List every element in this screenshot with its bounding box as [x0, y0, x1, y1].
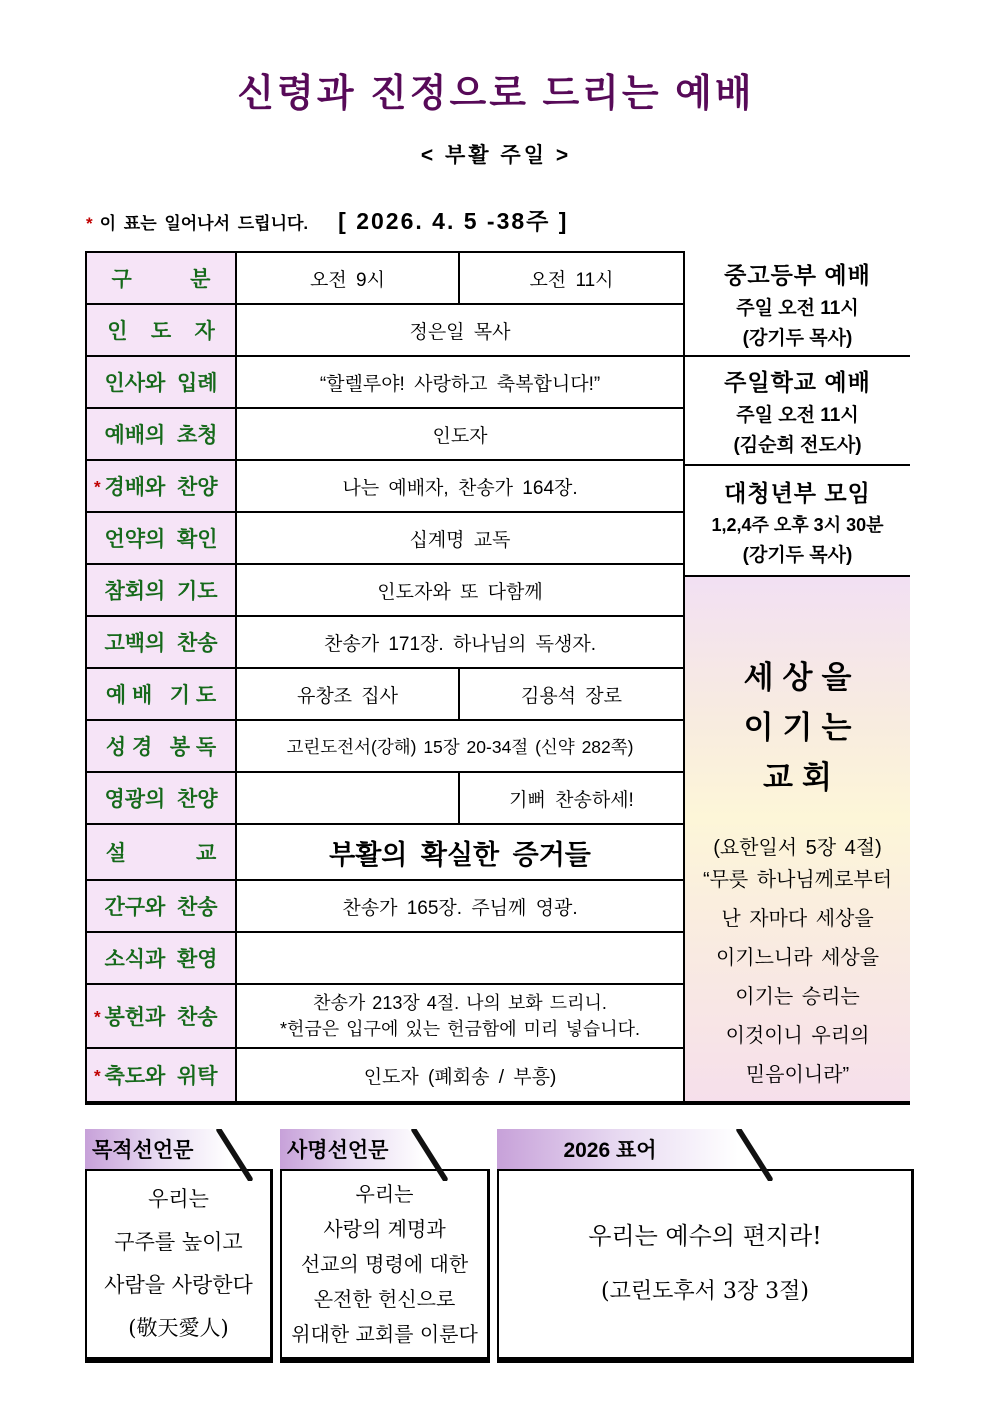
row-content: 찬송가 171장. 하나님의 독생자.: [324, 633, 596, 655]
row-label-cell: [87, 1049, 237, 1101]
stand-asterisk: *: [86, 214, 93, 233]
row-label: 봉헌과 찬송: [104, 1006, 218, 1029]
table-row: [87, 669, 683, 721]
row-content: [237, 933, 683, 983]
row-content: [237, 669, 683, 719]
row-label: 인사와 입례: [104, 372, 218, 395]
folder-tab: [85, 1129, 245, 1169]
table-row: [87, 617, 683, 669]
statement-line: 사랑의 계명과: [323, 1216, 446, 1241]
row-content: 고린도전서(강해) 15장 20-34절 (신약 282쪽): [286, 736, 634, 757]
theme-title-line: 세상을: [743, 660, 861, 695]
notice-title: 대청년부 모임: [724, 479, 871, 506]
table-row: [87, 773, 683, 825]
yearly-motto-box: [497, 1129, 914, 1363]
table-row: [87, 881, 683, 933]
notice-time: 주일 오전 11시: [736, 297, 859, 319]
page-title: 신령과 진정으로 드리는 예배: [237, 73, 755, 115]
row-label-cell: [87, 253, 237, 303]
statement-line: (敬天愛人): [128, 1316, 229, 1340]
notice-time: 1,2,4주 오후 3시 30분: [711, 514, 884, 535]
row-content: [237, 985, 683, 1047]
tab-label: 목적선언문: [92, 1139, 194, 1162]
notice-youth-service: [685, 251, 910, 357]
tab-slash-icon: [733, 1129, 773, 1181]
notice-young-adults: [685, 466, 910, 577]
row-content: 찬송가 165장. 주님께 영광.: [342, 897, 578, 919]
row-label-cell: [87, 409, 237, 459]
statement-line: 우리는: [355, 1181, 414, 1206]
verse-line: 이기는 승리는: [735, 986, 860, 1008]
notice-leader: (강기두 목사): [742, 544, 853, 566]
row-label-cell: [87, 513, 237, 563]
purpose-statement-box: [85, 1129, 273, 1363]
row-content: “할렐루야! 사랑하고 축복합니다!”: [319, 373, 601, 395]
table-row: [87, 1049, 683, 1101]
table-row: [87, 721, 683, 773]
cell-prayer-11am: 김용석 장로: [520, 685, 623, 707]
theme-title-line: 교회: [763, 760, 841, 795]
row-label: 영광의 찬양: [104, 788, 218, 811]
verse-line: 믿음이니라”: [745, 1064, 850, 1086]
row-label: 참회의 기도: [104, 580, 218, 603]
stand-asterisk: *: [94, 477, 101, 497]
notice-sunday-school: [685, 357, 910, 466]
sermon-title: 부활의 확실한 증거들: [329, 839, 591, 870]
verse-line: 난 자마다 세상을: [721, 908, 874, 930]
row-label-cell: [87, 357, 237, 407]
folder-tab: [497, 1129, 765, 1169]
row-content: 나는 예배자, 찬송가 164장.: [342, 477, 578, 499]
row-label: 구 분: [111, 268, 211, 291]
row-content: 십계명 교독: [409, 529, 511, 551]
worship-order-table: [85, 251, 685, 1105]
main-content: [85, 251, 910, 1105]
tab-slash-icon: [213, 1129, 253, 1181]
tab-label: 2026 표어: [563, 1139, 657, 1162]
verse-line: 이것이니 우리의: [725, 1025, 870, 1047]
table-row: [87, 933, 683, 985]
notice-leader: (강기두 목사): [742, 327, 853, 349]
table-row: [87, 513, 683, 565]
cell-11am: 오전 11시: [529, 269, 614, 291]
row-content: [237, 253, 683, 303]
verse-reference: (요한일서 5장 4절): [713, 837, 882, 859]
row-label-cell: [87, 773, 237, 823]
row-label-cell: [87, 461, 237, 511]
row-label: 인 도 자: [107, 320, 215, 343]
tab-label: 사명선언문: [287, 1139, 389, 1162]
table-row-sermon: [87, 825, 683, 881]
stand-asterisk: *: [94, 1007, 101, 1027]
table-row-offering: [87, 985, 683, 1049]
row-label-cell: [87, 721, 237, 771]
offering-hymn: 찬송가 213장 4절. 나의 보화 드리니.: [313, 993, 607, 1013]
statement-line: 사람을 사랑한다: [104, 1273, 253, 1297]
stand-asterisk: *: [94, 1066, 101, 1086]
row-content: 인도자와 또 다함께: [377, 581, 543, 603]
row-label: 축도와 위탁: [104, 1065, 218, 1088]
row-label-cell: [87, 881, 237, 931]
purpose-statement-body: [85, 1169, 273, 1363]
table-row: [87, 253, 683, 305]
offering-note: *헌금은 입구에 있는 헌금함에 미리 넣습니다.: [280, 1019, 640, 1039]
row-label: 언약의 확인: [104, 528, 218, 551]
sidebar-notices: [685, 251, 910, 1105]
notice-title: 중고등부 예배: [724, 261, 871, 288]
notice-title: 주일학교 예배: [724, 369, 871, 395]
statement-line: 우리는: [148, 1187, 209, 1211]
row-label: 소식과 환영: [104, 948, 218, 971]
verse-line: 이기느니라 세상을: [715, 947, 880, 969]
declaration-boxes: [85, 1129, 992, 1363]
table-row: [87, 461, 683, 513]
row-label-cell: [87, 617, 237, 667]
row-content: 인도자 (폐회송 / 부흥): [363, 1066, 557, 1088]
theme-title-line: 이기는: [743, 710, 861, 745]
table-row: [87, 565, 683, 617]
page-subtitle: < 부활 주일 >: [420, 144, 572, 167]
row-content: 정은일 목사: [409, 321, 511, 343]
folder-tab: [280, 1129, 440, 1169]
table-row: [87, 409, 683, 461]
row-label-cell: [87, 985, 237, 1047]
table-row: [87, 357, 683, 409]
row-label: 성 경 봉 독: [105, 736, 217, 759]
statement-line: 온전한 헌신으로: [313, 1286, 456, 1311]
row-label-cell: [87, 305, 237, 355]
yearly-motto-body: [497, 1169, 914, 1363]
tab-slash-icon: [408, 1129, 448, 1181]
notice-leader: (김순희 전도사): [733, 435, 862, 456]
row-label: 예배의 초청: [104, 424, 218, 447]
service-date: [ 2026. 4. 5 -38주 ]: [338, 208, 569, 234]
verse-line: “무릇 하나님께로부터: [702, 869, 893, 891]
theme-verse-box: [685, 577, 910, 1105]
row-label-cell: [87, 565, 237, 615]
motto-line: 우리는 예수의 편지라!: [588, 1222, 822, 1250]
row-content: [237, 773, 683, 823]
statement-line: 위대한 교회를 이룬다: [291, 1321, 478, 1346]
standing-note: [86, 203, 992, 236]
row-label-cell: [87, 669, 237, 719]
cell-9am: 오전 9시: [237, 253, 460, 303]
row-label-cell: [87, 933, 237, 983]
motto-reference: (고린도후서 3장 3절): [601, 1279, 809, 1304]
cell-prayer-9am: 유창조 집사: [237, 669, 460, 719]
table-row: [87, 305, 683, 357]
statement-line: 선교의 명령에 대한: [300, 1251, 469, 1276]
statement-line: 구주를 높이고: [114, 1230, 243, 1254]
row-label: 간구와 찬송: [104, 896, 218, 919]
notice-time: 주일 오전 11시: [736, 405, 859, 426]
row-label: 경배와 찬양: [104, 476, 218, 499]
row-label-cell: [87, 825, 237, 879]
mission-statement-body: [280, 1169, 490, 1363]
standing-note-text: 이 표는 일어나서 드립니다.: [99, 214, 309, 233]
row-label: 고백의 찬송: [104, 632, 218, 655]
row-label: 예 배 기 도: [105, 684, 217, 707]
mission-statement-box: [280, 1129, 490, 1363]
cell-glory-9am: [237, 773, 460, 823]
cell-glory-11am: 기뻐 찬송하세!: [509, 789, 634, 811]
row-content: 인도자: [432, 425, 488, 447]
row-label: 설 교: [105, 842, 217, 865]
